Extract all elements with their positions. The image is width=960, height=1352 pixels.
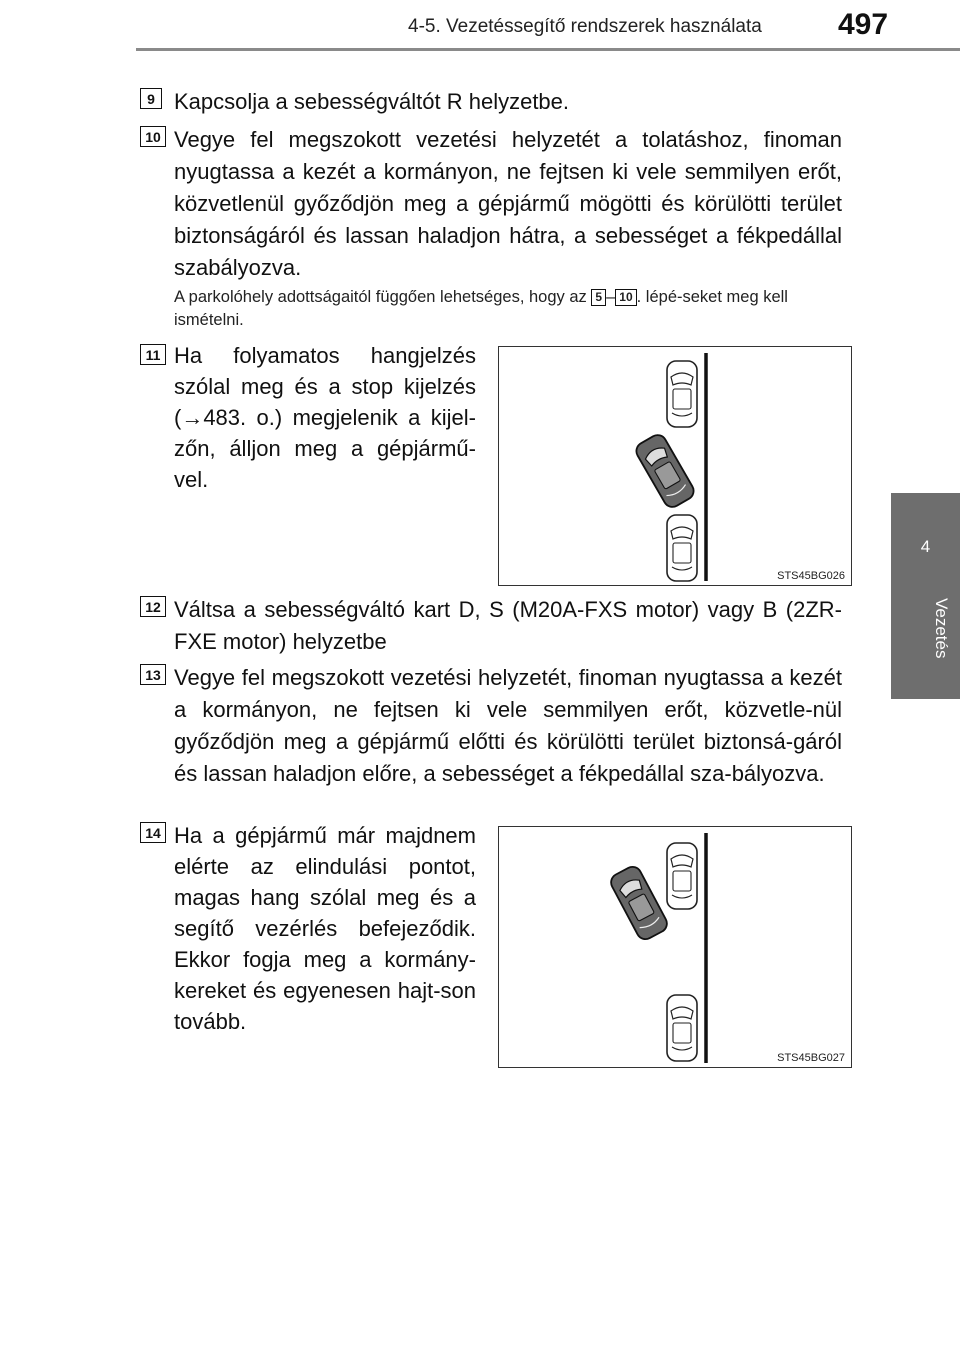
parked-car-top	[667, 361, 697, 427]
parked-car-bottom	[667, 995, 697, 1061]
step-11-text: Ha folyamatos hangjelzés szólal meg és a stop kijelzés (→483. o.) megjelenik a kijel-zőn, álljon meg a gépjármű-vel.	[174, 343, 476, 492]
step-13-text: Vegye fel megszokott vezetési helyzetét, finoman nyugtassa a kezét a kormányon, ne fejtsen ki vele semmilyen erőt, közvetle-nül győződjön meg a gépjármű előtti és körülötti terület biztonsá-gáról és lassan haladjon előre, a sebességet a fékpedállal sza-bályozva.	[174, 665, 842, 786]
step-9-text: Kapcsolja a sebességváltót R helyzetbe.	[174, 89, 570, 114]
step-badge-9: 9	[140, 88, 162, 109]
parked-car-top	[667, 843, 697, 909]
parking-diagram-1	[498, 346, 852, 586]
chapter-label: Vezetés	[932, 598, 951, 659]
page-number: 497	[838, 8, 889, 41]
step-badge-14: 14	[140, 822, 166, 843]
step-badge-11: 11	[140, 344, 166, 365]
step-badge-12: 12	[140, 596, 166, 617]
figure-code-2: STS45BG027	[777, 1052, 845, 1064]
step-badge-10: 10	[140, 126, 166, 147]
parking-diagram-2	[498, 826, 852, 1068]
parked-car-bottom	[667, 515, 697, 581]
repeat-note	[174, 286, 842, 332]
step-14-text: Ha a gépjármű már majdnem elérte az elindulási pontot, magas hang szólal meg és a segítő vezérlés befejeződik. Ekkor fogja meg a kormány-kereket és egyenesen hajt-son tovább.	[174, 823, 476, 1034]
step-12-text: Váltsa a sebességváltó kart D, S (M20A-FXS motor) vagy B (2ZR-FXE motor) helyzetbe	[174, 597, 842, 654]
note-text-after: . lépé-seket meg kell ismételni.	[174, 288, 788, 329]
chapter-tab	[891, 493, 960, 699]
chapter-number: 4	[920, 537, 931, 556]
note-dash: –	[606, 288, 616, 306]
note-badge-10: 10	[615, 289, 636, 306]
note-text-before: A parkolóhely adottságaitól függően lehetséges, hogy az	[174, 288, 587, 306]
step-badge-13: 13	[140, 664, 166, 685]
departing-car	[608, 864, 670, 943]
note-badge-5: 5	[591, 289, 606, 306]
maneuvering-car	[633, 432, 697, 510]
section-title: 4-5. Vezetéssegítő rendszerek használata	[408, 16, 762, 37]
figure-code-1: STS45BG026	[777, 570, 845, 582]
header-divider	[136, 48, 960, 51]
step-10-text: Vegye fel megszokott vezetési helyzetét a tolatáshoz, finoman nyugtassa a kezét a kormányon, ne fejtsen ki vele semmilyen erőt, közvetlenül győződjön meg a gépjármű mögötti és körülötti terület biztonságáról és lassan haladjon hátra, a sebességet a fékpedállal szabályozva.	[174, 127, 842, 280]
